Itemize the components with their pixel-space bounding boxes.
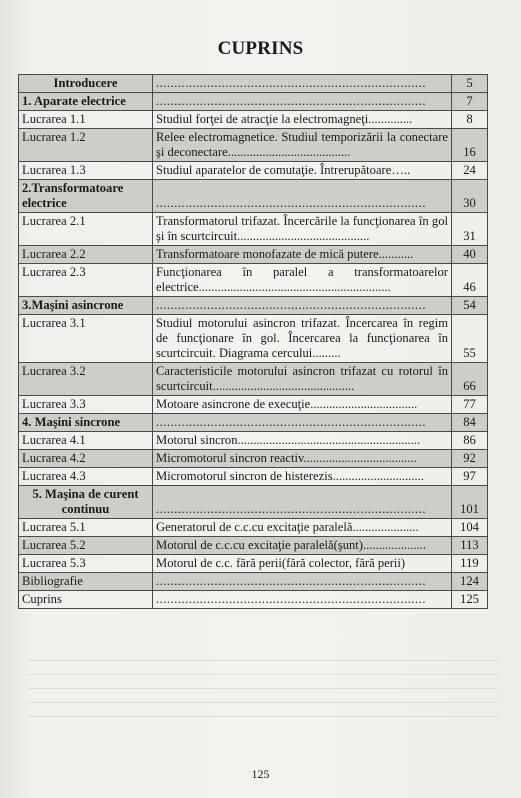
toc-section-label: 3.Maşini asincrone (19, 297, 153, 315)
toc-section-label: Bibliografie (19, 573, 153, 591)
page-number: 125 (251, 767, 270, 781)
toc-row (19, 432, 488, 450)
toc-entry-title: Transformatorul trifazat. Încercările la funcţionarea în gol şi în scurtcircuit.......................................... (153, 213, 452, 246)
toc-row (19, 573, 488, 591)
toc-section-label: Introducere (19, 75, 153, 93)
toc-section-label: Lucrarea 2.2 (19, 246, 153, 264)
toc-page-number: 97 (452, 468, 488, 486)
toc-row (19, 315, 488, 363)
toc-row (19, 363, 488, 396)
toc-page-number: 16 (452, 129, 488, 162)
toc-section-label: Lucrarea 3.1 (19, 315, 153, 363)
toc-dot-leader: .......................................................................... (153, 93, 452, 111)
toc-dot-leader: .......................................................................... (153, 297, 452, 315)
toc-entry-title: Motorul sincron.......................................................... (153, 432, 452, 450)
toc-page-number: 66 (452, 363, 488, 396)
toc-section-label: 5. Maşina de curent continuu (19, 486, 153, 519)
toc-row (19, 555, 488, 573)
toc-page-number: 92 (452, 450, 488, 468)
toc-row (19, 486, 488, 519)
toc-entry-title: Micromotorul sincron de histerezis............................. (153, 468, 452, 486)
toc-row (19, 129, 488, 162)
toc-entry-title: Transformatoare monofazate de mică putere........... (153, 246, 452, 264)
bleed-through-text (28, 660, 498, 720)
toc-row (19, 180, 488, 213)
toc-section-label: Lucrarea 3.2 (19, 363, 153, 396)
toc-page-number: 7 (452, 93, 488, 111)
toc-page-number: 125 (452, 591, 488, 609)
toc-entry-title: Motoare asincrone de execuţie.................................. (153, 396, 452, 414)
toc-page-number: 8 (452, 111, 488, 129)
toc-page-number: 124 (452, 573, 488, 591)
toc-page-number: 55 (452, 315, 488, 363)
toc-section-label: Lucrarea 1.2 (19, 129, 153, 162)
toc-section-label: 2.Transformatoare electrice (19, 180, 153, 213)
toc-page-number: 54 (452, 297, 488, 315)
toc-section-label: Lucrarea 1.1 (19, 111, 153, 129)
toc-section-label: Lucrarea 4.2 (19, 450, 153, 468)
toc-entry-title: Studiul aparatelor de comutaţie. Întrerupătoare….. (153, 162, 452, 180)
toc-entry-title: Motorul de c.c.cu excitaţie paralelă(şunt).................... (153, 537, 452, 555)
toc-section-label: Lucrarea 5.3 (19, 555, 153, 573)
toc-row (19, 93, 488, 111)
toc-page-number: 84 (452, 414, 488, 432)
toc-row (19, 111, 488, 129)
toc-row (19, 246, 488, 264)
toc-section-label: Lucrarea 3.3 (19, 396, 153, 414)
toc-dot-leader: .......................................................................... (153, 75, 452, 93)
toc-page-number: 40 (452, 246, 488, 264)
toc-entry-title: Generatorul de c.c.cu excitaţie paralelă..................... (153, 519, 452, 537)
toc-page-number: 46 (452, 264, 488, 297)
toc-row (19, 414, 488, 432)
page-title: CUPRINS (217, 38, 304, 59)
toc-page-number: 113 (452, 537, 488, 555)
toc-entry-title: Studiul motorului asincron trifazat. Încercarea în regim de funcţionare în gol. Încercarea la funcţionarea în scurtcircuit. Diagrama cercului......... (153, 315, 452, 363)
toc-section-label: Lucrarea 4.1 (19, 432, 153, 450)
toc-row (19, 213, 488, 246)
toc-row (19, 450, 488, 468)
toc-dot-leader: .......................................................................... (153, 414, 452, 432)
toc-page-number: 77 (452, 396, 488, 414)
toc-entry-title: Motorul de c.c. fără perii(fără colector, fără perii) (153, 555, 452, 573)
toc-entry-title: Studiul forţei de atracţie la electromagneţi.............. (153, 111, 452, 129)
toc-section-label: 1. Aparate electrice (19, 93, 153, 111)
toc-row (19, 468, 488, 486)
toc-page-number: 31 (452, 213, 488, 246)
toc-row (19, 537, 488, 555)
toc-section-label: Cuprins (19, 591, 153, 609)
toc-page-number: 30 (452, 180, 488, 213)
toc-section-label: Lucrarea 2.1 (19, 213, 153, 246)
toc-row (19, 297, 488, 315)
toc-entry-title: Relee electromagnetice. Studiul temporizării la conectare şi deconectare....................................... (153, 129, 452, 162)
toc-section-label: 4. Maşini sincrone (19, 414, 153, 432)
toc-entry-title: Funcţionarea în paralel a transformatoarelor electrice............................................................. (153, 264, 452, 297)
toc-body (19, 75, 488, 609)
toc-page-number: 5 (452, 75, 488, 93)
toc-dot-leader: .......................................................................... (153, 180, 452, 213)
toc-section-label: Lucrarea 4.3 (19, 468, 153, 486)
toc-dot-leader: .......................................................................... (153, 591, 452, 609)
toc-dot-leader: .......................................................................... (153, 573, 452, 591)
toc-row (19, 396, 488, 414)
toc-row (19, 591, 488, 609)
toc-row (19, 519, 488, 537)
toc-section-label: Lucrarea 1.3 (19, 162, 153, 180)
toc-page-number: 104 (452, 519, 488, 537)
toc-section-label: Lucrarea 2.3 (19, 264, 153, 297)
toc-row (19, 264, 488, 297)
toc-row (19, 162, 488, 180)
toc-page-number: 119 (452, 555, 488, 573)
toc-page-number: 24 (452, 162, 488, 180)
toc-section-label: Lucrarea 5.1 (19, 519, 153, 537)
table-of-contents (18, 74, 488, 609)
toc-row (19, 75, 488, 93)
toc-page-number: 101 (452, 486, 488, 519)
toc-page-number: 86 (452, 432, 488, 450)
toc-section-label: Lucrarea 5.2 (19, 537, 153, 555)
toc-dot-leader: .......................................................................... (153, 486, 452, 519)
toc-entry-title: Micromotorul sincron reactiv.................................... (153, 450, 452, 468)
toc-entry-title: Caracteristicile motorului asincron trifazat cu rotorul în scurtcircuit............................................. (153, 363, 452, 396)
